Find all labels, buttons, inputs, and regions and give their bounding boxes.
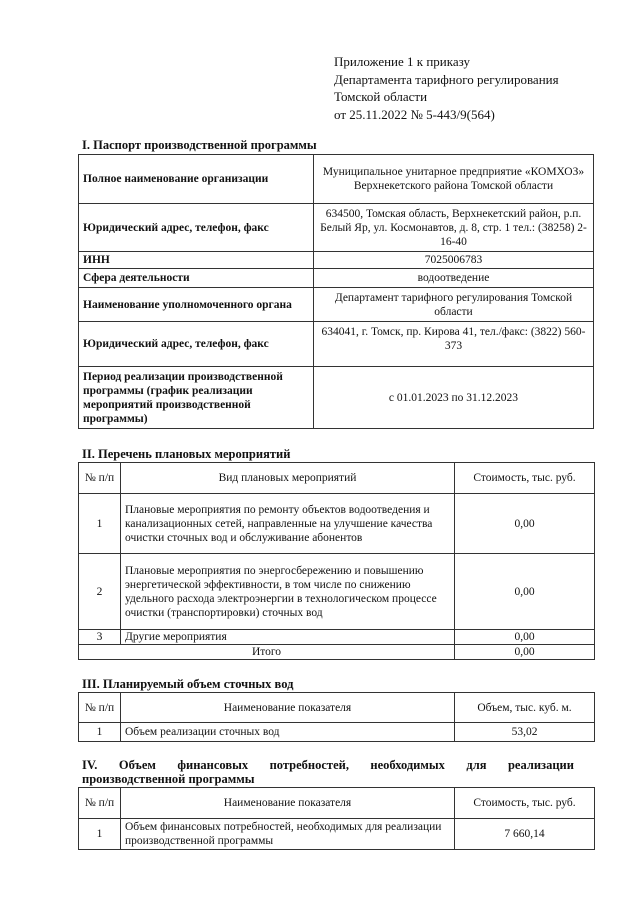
table-row	[79, 630, 595, 645]
section-4-title	[82, 758, 574, 786]
title-word: Объем	[118, 758, 156, 772]
row-label: Период реализации производственной программы (график реализации мероприятий производственной программы)	[79, 367, 314, 429]
row-value: водоотведение	[314, 269, 594, 288]
wastewater-volume-table	[78, 692, 595, 742]
order-attachment-header	[334, 53, 634, 123]
col-header-cost: Стоимость, тыс. руб.	[455, 463, 595, 494]
table-row	[79, 723, 595, 742]
row-num: 1	[79, 723, 121, 742]
row-value: 53,02	[455, 723, 595, 742]
row-cost: 0,00	[455, 494, 595, 554]
section-4-title-line-1	[82, 758, 574, 772]
col-header-num: № п/п	[79, 788, 121, 819]
passport-table	[78, 154, 594, 429]
row-label: Юридический адрес, телефон, факс	[79, 322, 314, 367]
col-header-num: № п/п	[79, 693, 121, 723]
row-name: Плановые мероприятия по ремонту объектов водоотведения и канализационных сетей, направленные на улучшение качества очистки сточных вод и обслуживание абонентов	[121, 494, 455, 554]
row-name: Другие мероприятия	[121, 630, 455, 645]
table-total-row	[79, 645, 595, 660]
header-line-3: Томской области	[334, 89, 428, 104]
row-value: Муниципальное унитарное предприятие «КОМХОЗ» Верхнекетского района Томской области	[314, 155, 594, 204]
table-row	[79, 252, 594, 269]
col-header-num: № п/п	[79, 463, 121, 494]
table-row	[79, 155, 594, 204]
row-num: 3	[79, 630, 121, 645]
row-label: Юридический адрес, телефон, факс	[79, 204, 314, 252]
row-num: 1	[79, 494, 121, 554]
header-line-4: от 25.11.2022 № 5-443/9(564)	[334, 106, 495, 122]
row-value: с 01.01.2023 по 31.12.2023	[314, 367, 594, 429]
row-value: 7025006783	[314, 252, 594, 269]
table-header-row	[79, 693, 595, 723]
col-header-value: Объем, тыс. куб. м.	[455, 693, 595, 723]
row-label: Полное наименование организации	[79, 155, 314, 204]
table-row	[79, 554, 595, 630]
row-value: 634041, г. Томск, пр. Кирова 41, тел./факс: (3822) 560-373	[314, 322, 594, 367]
row-cost: 0,00	[455, 554, 595, 630]
table-row	[79, 204, 594, 252]
row-label: Наименование уполномоченного органа	[79, 288, 314, 322]
section-2-title: II. Перечень плановых мероприятий	[82, 447, 291, 461]
total-value: 0,00	[455, 645, 595, 660]
row-name: Плановые мероприятия по энергосбережению и повышению энергетической эффективности, в том числе по снижению удельного расхода электроэнергии в технологическом процессе очистки (транспортировки) сточных вод	[121, 554, 455, 630]
row-name: Объем финансовых потребностей, необходимых для реализации производственной программы	[121, 819, 455, 850]
table-header-row	[79, 788, 595, 819]
row-value: 634500, Томская область, Верхнекетский район, р.п. Белый Яр, ул. Космонавтов, д. 8, стр. 1 тел.: (38258) 2-16-40	[314, 204, 594, 252]
section-4-title-line-2: производственной программы	[82, 772, 255, 786]
header-line-2: Департамента тарифного регулирования	[334, 71, 559, 87]
row-label: Сфера деятельности	[79, 269, 314, 288]
title-word: потребностей,	[269, 758, 349, 772]
row-num: 1	[79, 819, 121, 850]
title-word: финансовых	[177, 758, 249, 772]
title-word: реализации	[507, 758, 574, 772]
table-row	[79, 494, 595, 554]
table-row	[79, 322, 594, 367]
total-label: Итого	[79, 645, 455, 660]
title-word: необходимых	[370, 758, 445, 772]
col-header-name: Вид плановых мероприятий	[121, 463, 455, 494]
table-header-row	[79, 463, 595, 494]
col-header-cost: Стоимость, тыс. руб.	[455, 788, 595, 819]
row-num: 2	[79, 554, 121, 630]
col-header-name: Наименование показателя	[121, 788, 455, 819]
title-word: IV.	[82, 758, 98, 772]
row-label: ИНН	[79, 252, 314, 269]
planned-measures-table	[78, 462, 595, 660]
section-1-title: I. Паспорт производственной программы	[82, 138, 317, 152]
section-3-title: III. Планируемый объем сточных вод	[82, 677, 294, 691]
financial-needs-table	[78, 787, 595, 850]
table-row	[79, 819, 595, 850]
table-row	[79, 367, 594, 429]
col-header-name: Наименование показателя	[121, 693, 455, 723]
table-row	[79, 288, 594, 322]
row-name: Объем реализации сточных вод	[121, 723, 455, 742]
table-row	[79, 269, 594, 288]
row-value: Департамент тарифного регулирования Томской области	[314, 288, 594, 322]
row-cost: 0,00	[455, 630, 595, 645]
title-word: для	[466, 758, 487, 772]
header-line-1: Приложение 1 к приказу	[334, 54, 471, 69]
row-cost: 7 660,14	[455, 819, 595, 850]
